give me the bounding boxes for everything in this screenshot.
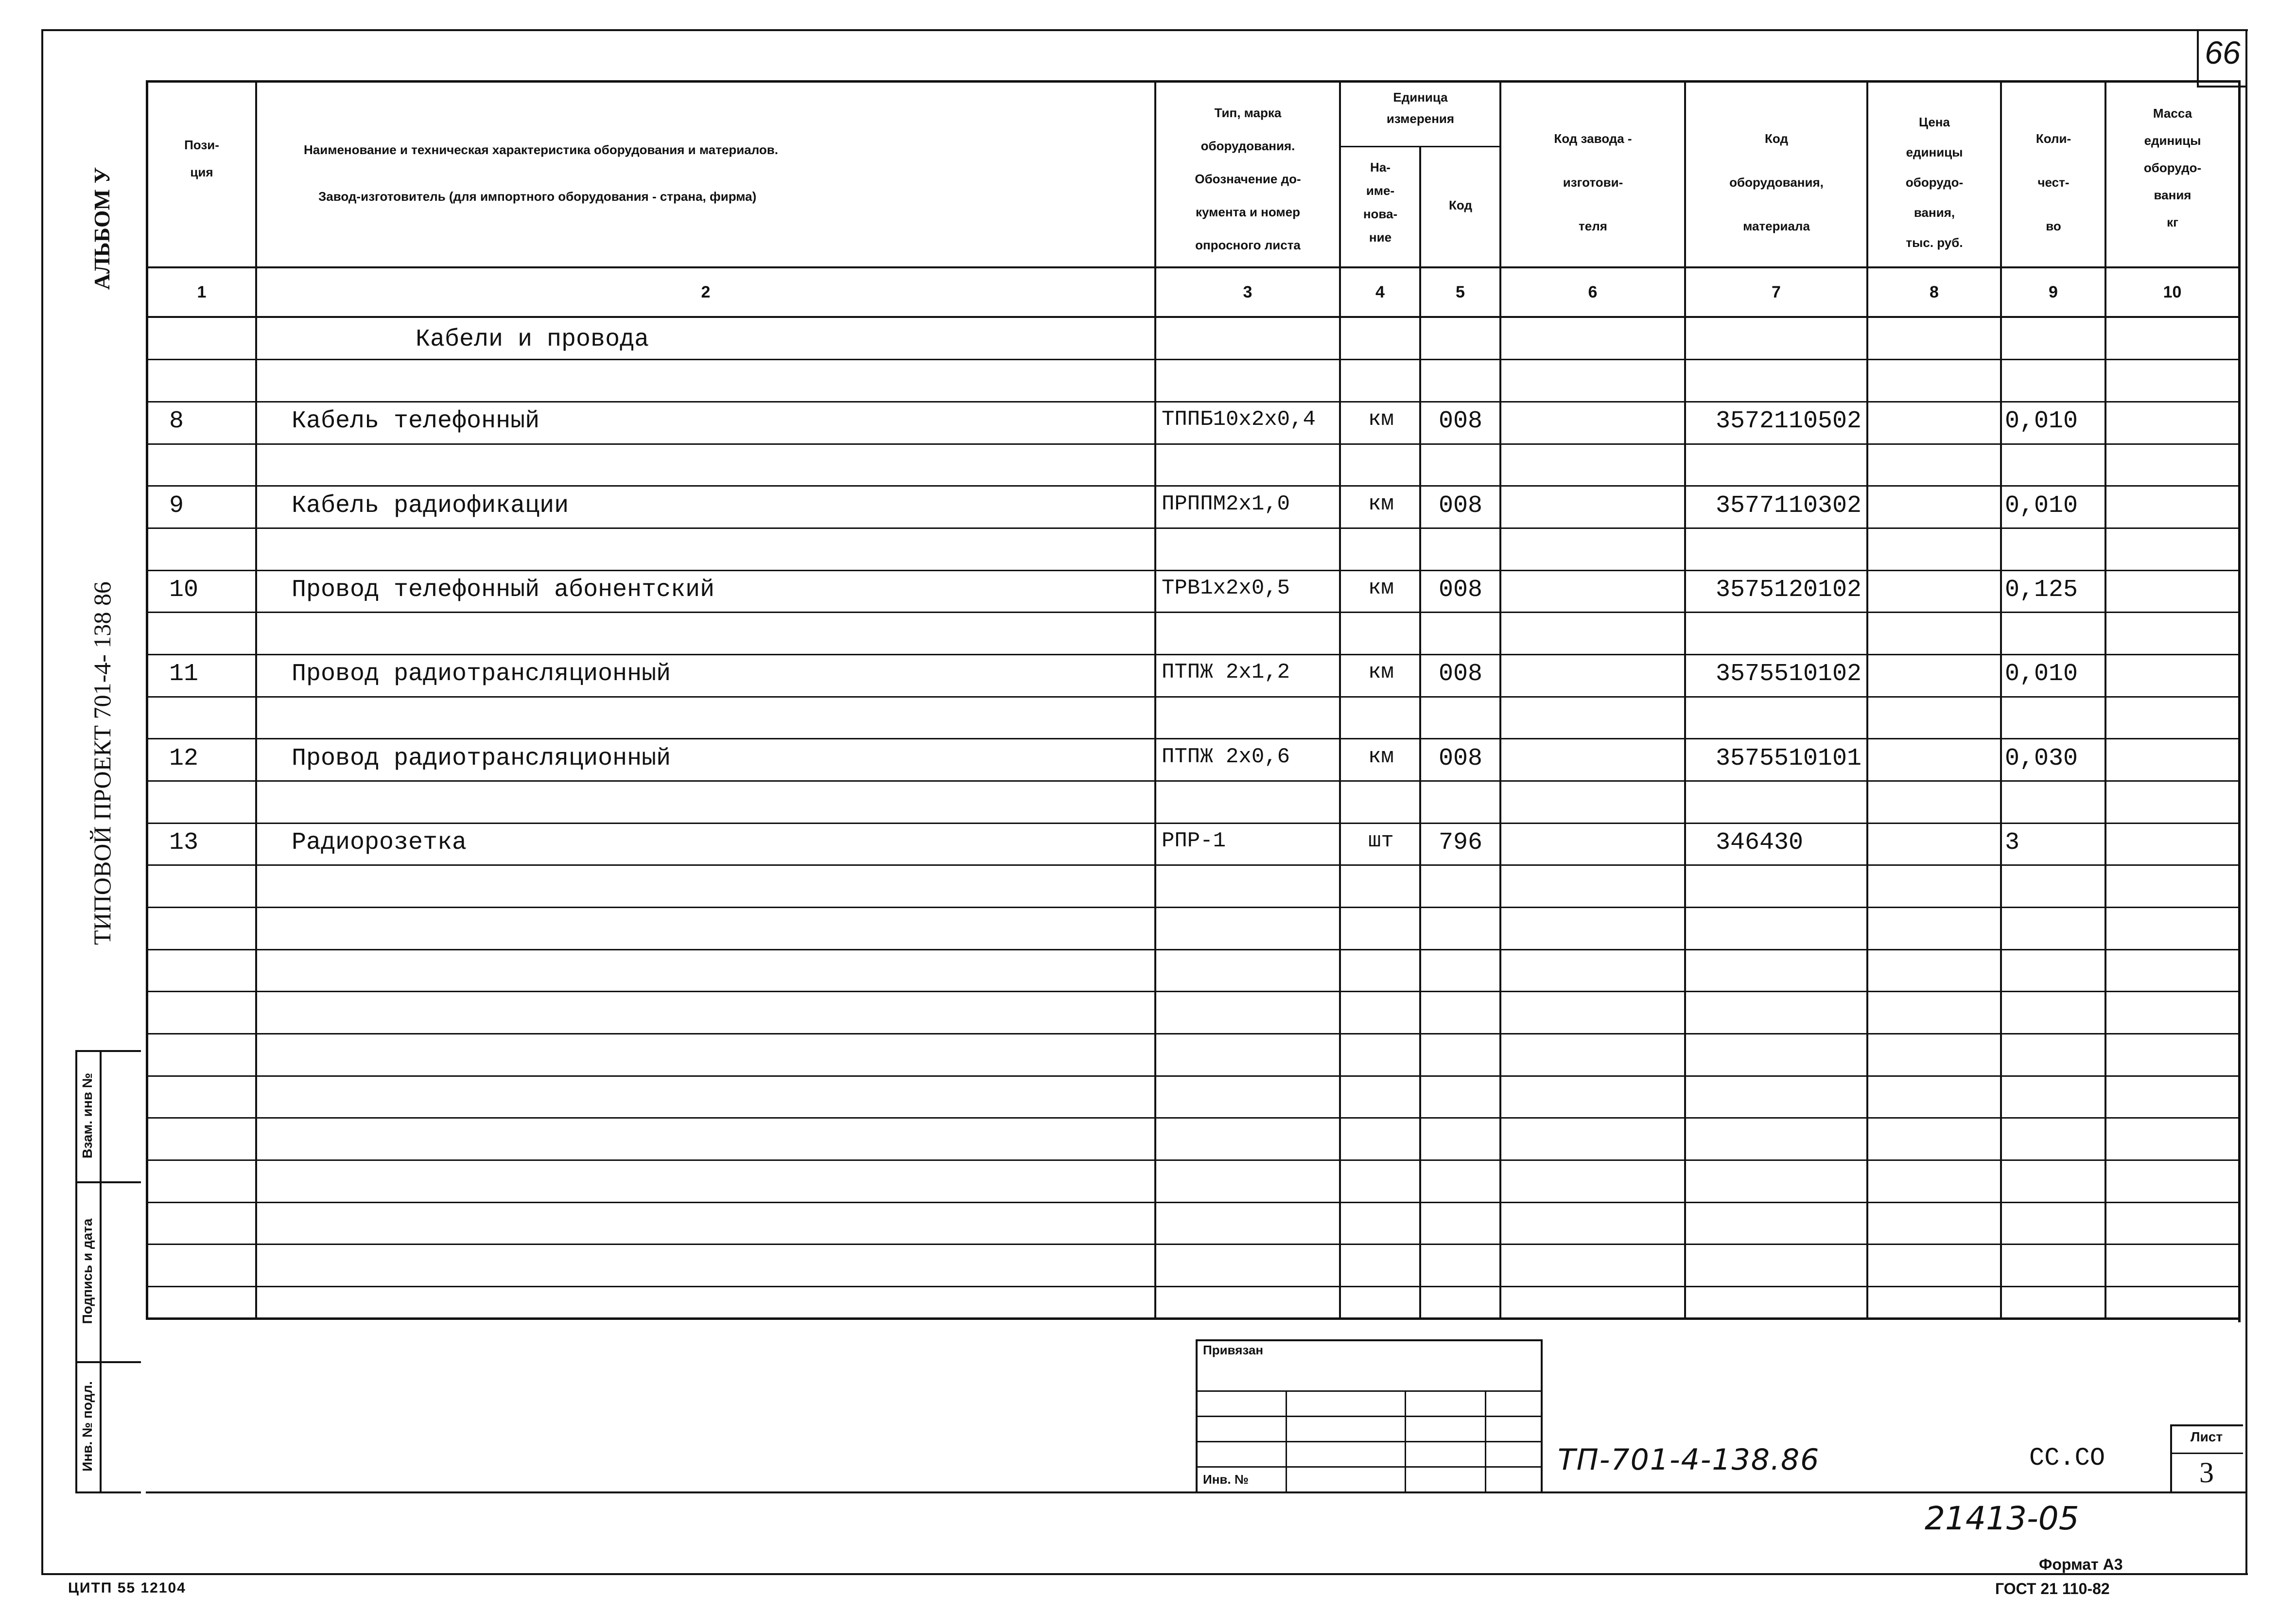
row-pos: 12	[169, 745, 199, 772]
col-number-3: 3	[1243, 282, 1252, 301]
inv-no-label: Инв. №	[1203, 1472, 1249, 1487]
row-unit: км	[1368, 745, 1394, 769]
header-col5: Код	[1449, 198, 1472, 212]
row-unit: км	[1368, 492, 1394, 516]
row-name: Провод радиотрансляционный	[292, 660, 671, 688]
album-label: АЛЬБОМ У	[89, 167, 114, 290]
row-type: ТППБ10х2х0,4	[1162, 407, 1316, 432]
row-material: 3577110302	[1716, 492, 1862, 520]
row-material: 346430	[1716, 829, 1804, 857]
row-name: Провод радиотрансляционный	[292, 745, 671, 772]
row-name: Кабель телефонный	[292, 407, 540, 435]
stamp-signature-date: Подпись и дата	[80, 1218, 95, 1324]
section-title: Кабели и провода	[416, 326, 649, 353]
row-qty: 0,010	[2005, 407, 2078, 435]
header-col2: Наименование и техническая характеристика оборудования и материалов. Завод-изготовитель (для импортного оборудования - страна, фирма)	[304, 142, 779, 204]
row-name: Провод телефонный абонентский	[292, 576, 715, 604]
row-material: 3572110502	[1716, 407, 1862, 435]
row-pos: 10	[169, 576, 199, 604]
row-pos: 13	[169, 829, 199, 857]
footer-left: ЦИТП 55 12104	[68, 1580, 186, 1596]
header-col4: На- име- нова- ние	[1363, 160, 1398, 245]
row-type: ТРВ1х2х0,5	[1162, 576, 1290, 600]
col-number-1: 1	[197, 282, 207, 301]
row-material: 3575510101	[1716, 745, 1862, 772]
list-label: Лист	[2190, 1429, 2223, 1444]
privyazan-label: Привязан	[1203, 1343, 1264, 1357]
col-number-9: 9	[2049, 282, 2058, 301]
row-qty: 0,030	[2005, 745, 2078, 772]
header-col3: Тип, марка оборудования. Обозначение до- кумента и номер опросного листа	[1195, 105, 1301, 252]
row-qty: 0,010	[2005, 492, 2078, 520]
row-name: Кабель радиофикации	[292, 492, 569, 520]
sheet-tag: 66	[2205, 35, 2241, 70]
col-number-2: 2	[701, 282, 711, 301]
doc-code: ТП-701-4-138.86	[1558, 1443, 1820, 1477]
row-code: 008	[1439, 492, 1483, 520]
header-col9: Коли- чест- во	[2035, 131, 2071, 233]
row-name: Радиорозетка	[292, 829, 467, 857]
row-pos: 8	[169, 407, 184, 435]
row-unit: км	[1368, 576, 1394, 600]
doc-suffix: СС.СО	[2029, 1444, 2105, 1473]
row-type: ПТПЖ 2х1,2	[1162, 660, 1290, 684]
row-code: 008	[1439, 745, 1483, 772]
row-pos: 11	[169, 660, 199, 688]
col-number-6: 6	[1588, 282, 1598, 301]
row-code: 008	[1439, 660, 1483, 688]
header-col8: Цена единицы оборудо- вания, тыс. руб.	[1905, 115, 1964, 250]
footer-format: Формат А3	[2039, 1556, 2123, 1573]
row-type: ПТПЖ 2х0,6	[1162, 745, 1290, 769]
col-number-10: 10	[2163, 282, 2182, 301]
stamp-replace-inv: Взам. инв №	[80, 1073, 95, 1158]
header-col1: Пози- ция	[184, 138, 219, 179]
col-number-4: 4	[1375, 282, 1385, 301]
row-unit: шт	[1368, 829, 1394, 853]
header-col7: Код оборудования, материала	[1729, 131, 1824, 233]
col-number-8: 8	[1930, 282, 1939, 301]
row-qty: 0,010	[2005, 660, 2078, 688]
row-code: 008	[1439, 576, 1483, 604]
header-col10: Масса единицы оборудо- вания кг	[2143, 106, 2202, 229]
row-qty: 0,125	[2005, 576, 2078, 604]
footer-gost: ГОСТ 21 110-82	[1995, 1580, 2110, 1597]
row-type: РПР-1	[1162, 829, 1226, 853]
header-unit-group: Единица измерения	[1386, 90, 1455, 126]
row-material: 3575510102	[1716, 660, 1862, 688]
row-code: 008	[1439, 407, 1483, 435]
stamp-inv-original: Инв. № подл.	[80, 1381, 95, 1472]
col-number-7: 7	[1772, 282, 1781, 301]
row-unit: км	[1368, 660, 1394, 684]
row-type: ПРППМ2х1,0	[1162, 492, 1290, 516]
row-material: 3575120102	[1716, 576, 1862, 604]
row-unit: км	[1368, 407, 1394, 432]
row-qty: 3	[2005, 829, 2020, 857]
row-code: 796	[1439, 829, 1483, 857]
row-pos: 9	[169, 492, 184, 520]
col-number-5: 5	[1456, 282, 1465, 301]
header-col6: Код завода - изготови- теля	[1554, 131, 1632, 233]
project-label: ТИПОВОЙ ПРОЕКТ 701-4- 138 86	[88, 581, 116, 945]
list-number: 3	[2199, 1456, 2214, 1489]
handwritten-number: 21413-05	[1925, 1500, 2079, 1537]
